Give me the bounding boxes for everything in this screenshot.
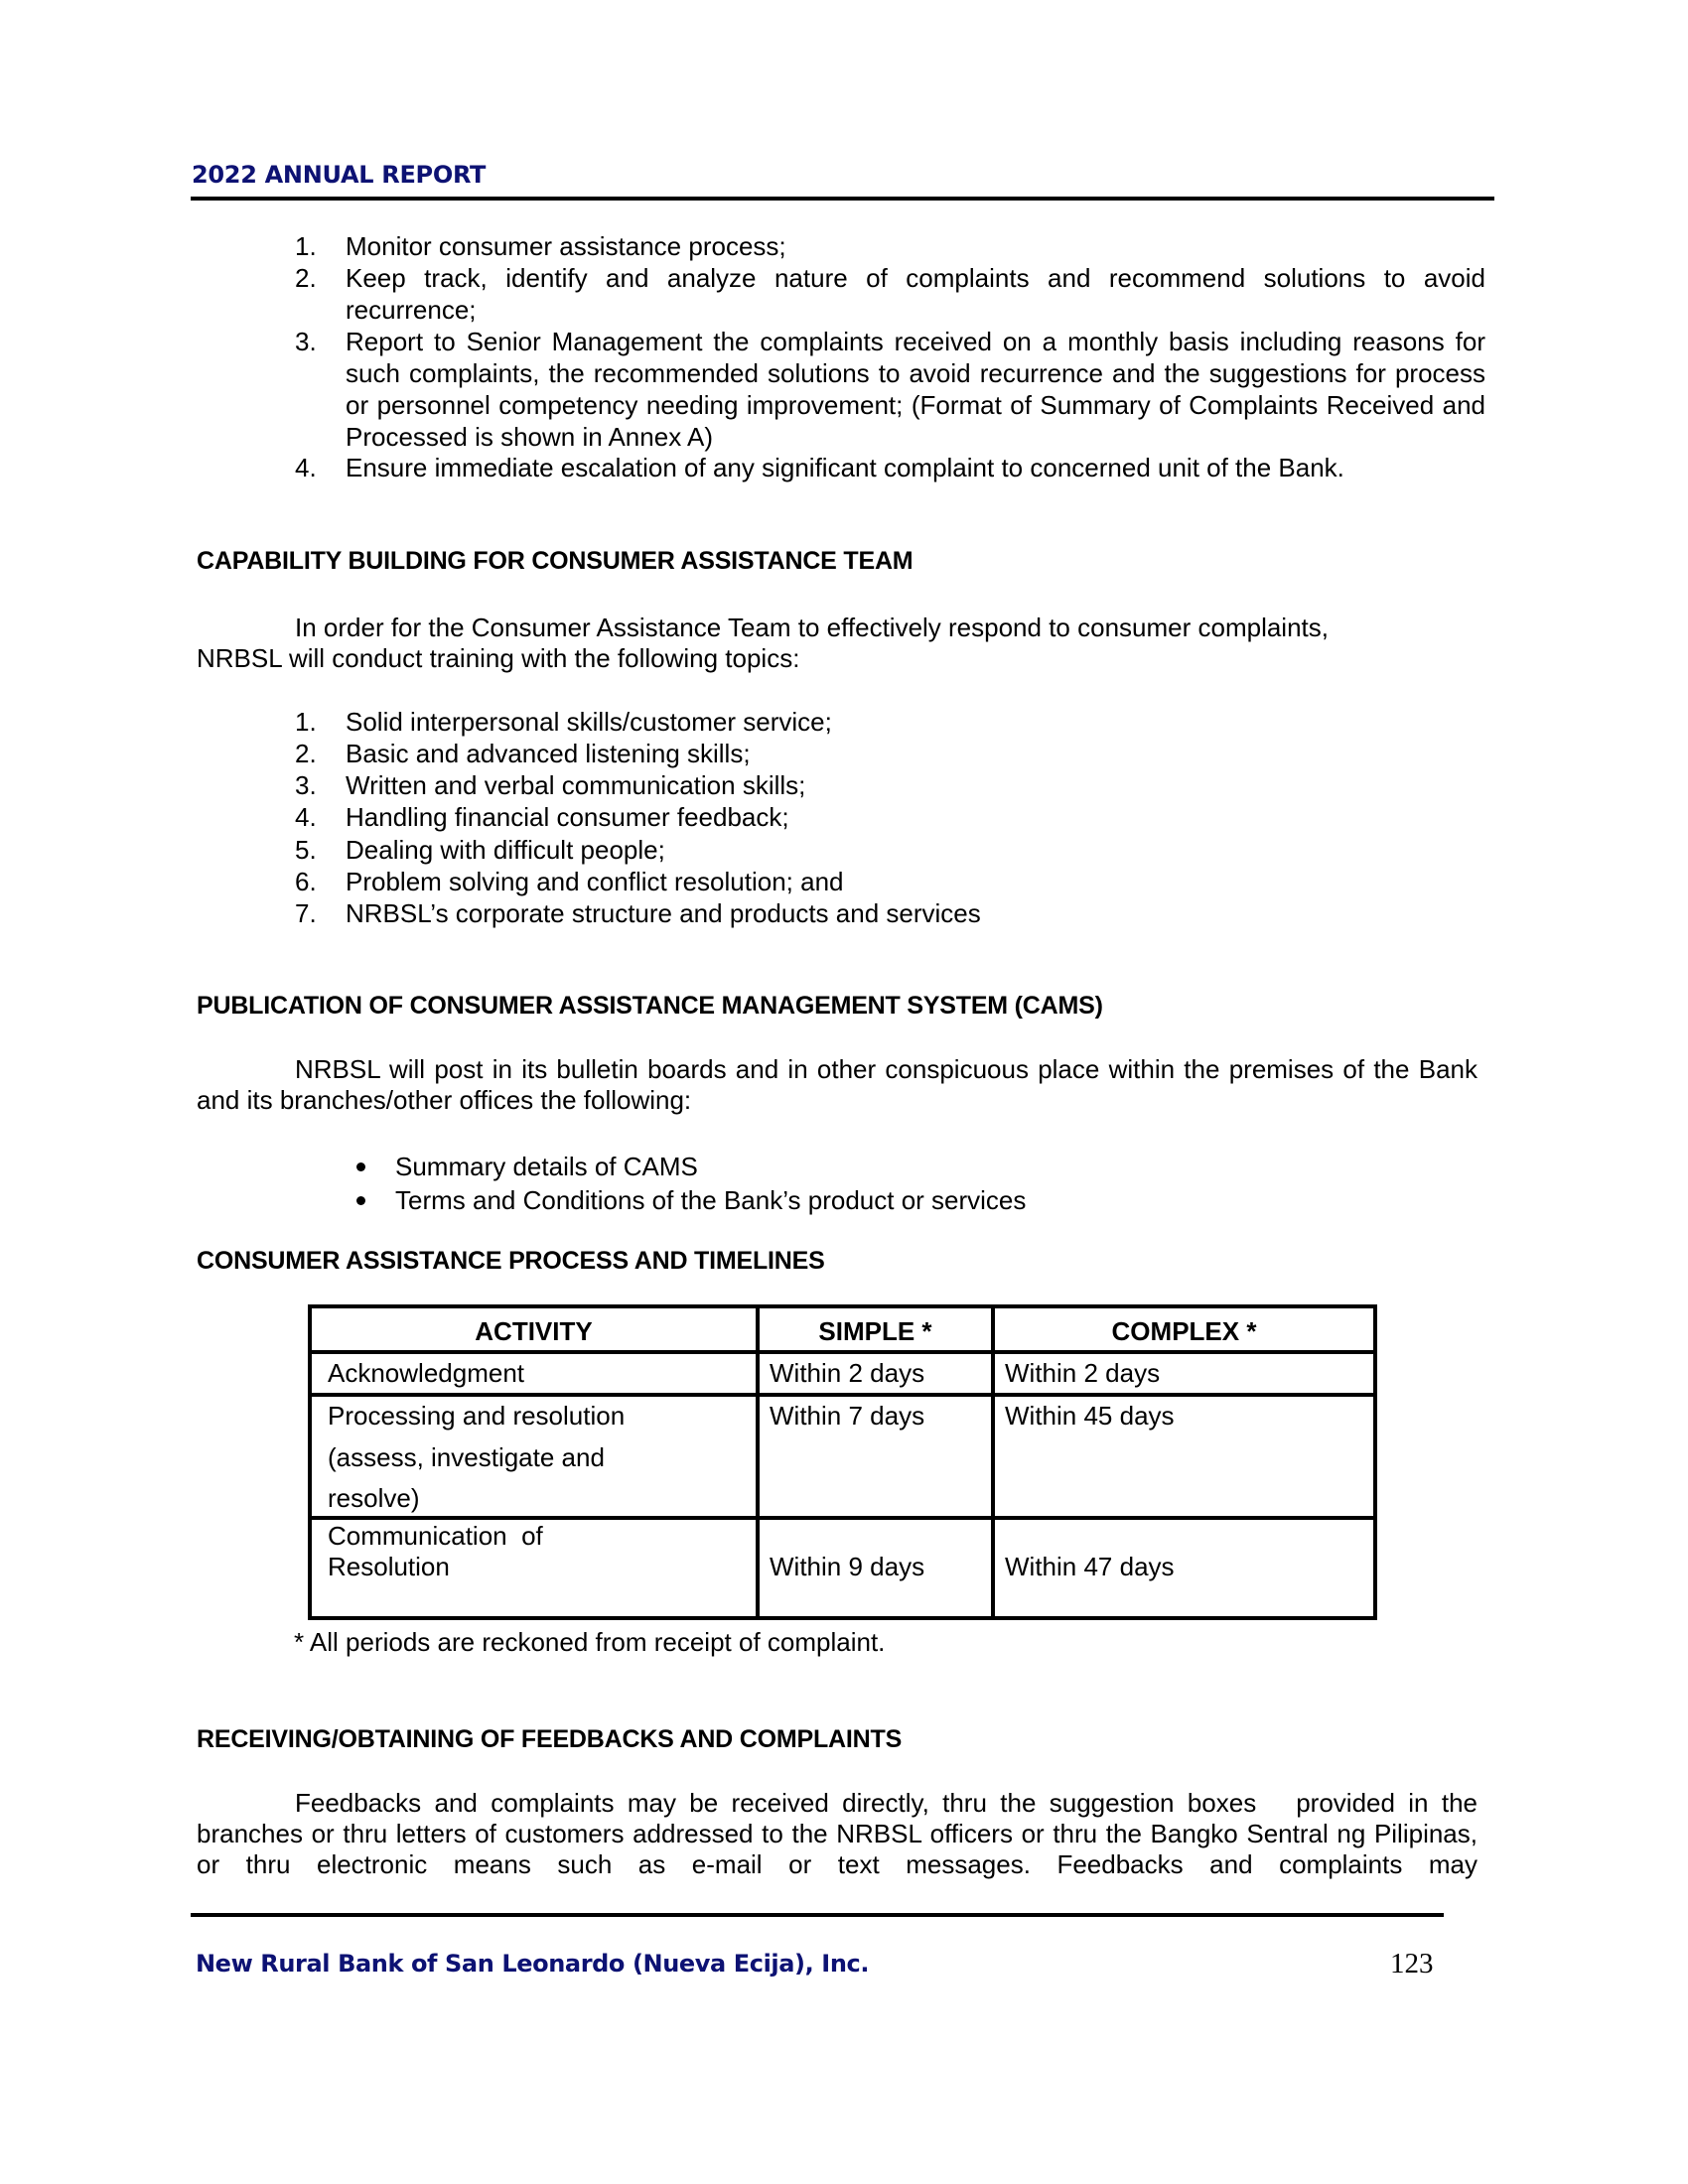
list-number: 3. xyxy=(295,327,317,356)
list-item: Report to Senior Management the complaints received on a monthly basis including reasons for such complaints, the recommended solutions to avoid recurrence and the suggestions for process or personnel competency needing improvement; (Format of Summary of Complaints Received and Processed is shown in Annex A) xyxy=(346,327,1485,452)
cell-activity: Resolution xyxy=(328,1552,450,1581)
cell-activity: Processing and resolution xyxy=(328,1401,626,1431)
table-divider xyxy=(312,1393,1373,1397)
cell-complex: Within 47 days xyxy=(1005,1552,1175,1581)
receiving-paragraph: Feedbacks and complaints may be received directly, thru the suggestion boxes provided in the branches or thru letters of customers addressed to the NRBSL officers or thru the Bangko Sentral ng Pilipinas, or thru electronic means such as e-mail or text messages. Feedbacks and complaints may xyxy=(197,1788,1485,1879)
list-number: 2. xyxy=(295,263,317,293)
list-number: 4. xyxy=(295,802,317,832)
table-header-complex: COMPLEX * xyxy=(1111,1316,1257,1346)
list-item: Terms and Conditions of the Bank’s product or services xyxy=(395,1185,1027,1215)
table-divider xyxy=(312,1516,1373,1520)
list-item: Ensure immediate escalation of any significant complaint to concerned unit of the Bank. xyxy=(346,453,1344,482)
list-number: 7. xyxy=(295,898,317,928)
list-item: Written and verbal communication skills; xyxy=(346,770,806,800)
list-item: Handling financial consumer feedback; xyxy=(346,802,789,832)
list-number: 1. xyxy=(295,707,317,737)
list-number: 2. xyxy=(295,739,317,768)
list-item: Solid interpersonal skills/customer service; xyxy=(346,707,832,737)
table-divider xyxy=(991,1308,995,1616)
section-heading-receiving: RECEIVING/OBTAINING OF FEEDBACKS AND COMPLAINTS xyxy=(197,1725,903,1753)
list-item: Summary details of CAMS xyxy=(395,1152,698,1181)
publication-paragraph: NRBSL will post in its bulletin boards and in other conspicuous place within the premises of the Bank and its branches/other offices the following: xyxy=(197,1054,1477,1115)
capability-paragraph-line2: NRBSL will conduct training with the following topics: xyxy=(197,643,800,673)
table-divider xyxy=(756,1308,760,1616)
cell-activity: resolve) xyxy=(328,1483,420,1513)
cell-activity: Acknowledgment xyxy=(328,1358,524,1388)
cell-complex: Within 45 days xyxy=(1005,1401,1175,1431)
list-item: Dealing with difficult people; xyxy=(346,835,665,865)
section-heading-process: CONSUMER ASSISTANCE PROCESS AND TIMELINES xyxy=(197,1247,825,1275)
cell-simple: Within 7 days xyxy=(770,1401,925,1431)
page-number: 123 xyxy=(1390,1948,1434,1979)
table-header-activity: ACTIVITY xyxy=(475,1316,593,1346)
cell-simple: Within 2 days xyxy=(770,1358,925,1388)
report-header-title: 2022 ANNUAL REPORT xyxy=(192,161,487,189)
capability-paragraph-line1: In order for the Consumer Assistance Team to effectively respond to consumer complaints, xyxy=(295,613,1329,642)
footer-bank-name: New Rural Bank of San Leonardo (Nueva Ecija), Inc. xyxy=(196,1950,870,1978)
table-divider xyxy=(312,1350,1373,1354)
list-number: 3. xyxy=(295,770,317,800)
list-number: 1. xyxy=(295,231,317,261)
cell-activity: Communication of xyxy=(328,1521,543,1551)
list-item: Problem solving and conflict resolution; and xyxy=(346,867,844,896)
footer-rule xyxy=(191,1913,1444,1917)
list-item: NRBSL’s corporate structure and products and services xyxy=(346,898,981,928)
list-number: 6. xyxy=(295,867,317,896)
section-heading-publication: PUBLICATION OF CONSUMER ASSISTANCE MANAGEMENT SYSTEM (CAMS) xyxy=(197,992,1103,1020)
list-item: Monitor consumer assistance process; xyxy=(346,231,786,261)
cell-complex: Within 2 days xyxy=(1005,1358,1161,1388)
bullet-icon xyxy=(356,1162,365,1171)
section-heading-capability: CAPABILITY BUILDING FOR CONSUMER ASSISTANCE TEAM xyxy=(197,547,914,575)
table-header-simple: SIMPLE * xyxy=(818,1316,932,1346)
list-item: Basic and advanced listening skills; xyxy=(346,739,751,768)
list-number: 5. xyxy=(295,835,317,865)
bullet-icon xyxy=(356,1196,365,1205)
header-rule xyxy=(191,197,1494,201)
timelines-table xyxy=(308,1304,1377,1620)
cell-activity: (assess, investigate and xyxy=(328,1442,605,1472)
table-footnote: * All periods are reckoned from receipt of complaint. xyxy=(294,1627,886,1657)
list-number: 4. xyxy=(295,453,317,482)
cell-simple: Within 9 days xyxy=(770,1552,925,1581)
list-item: Keep track, identify and analyze nature of complaints and recommend solutions to avoid recurrence; xyxy=(346,263,1485,325)
